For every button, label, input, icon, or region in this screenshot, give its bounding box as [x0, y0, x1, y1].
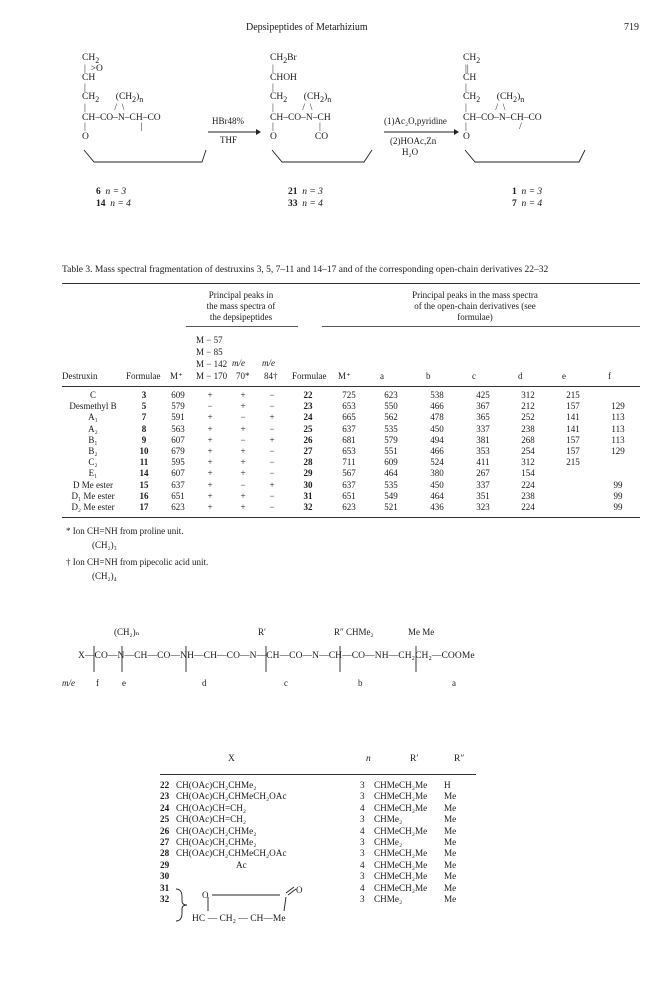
middle-compound-labels: 21 n = 3 33 n = 4 — [288, 187, 323, 209]
reagent-step1-bottom: THF — [220, 135, 238, 145]
cell-f: 99 — [613, 479, 623, 490]
cell-formula: 10 — [139, 446, 149, 457]
cell-a: 535 — [384, 423, 398, 434]
table-row — [62, 468, 640, 479]
cell-c: 411 — [476, 457, 490, 468]
cell-e — [550, 480, 596, 491]
cell-mplus2: 637 — [342, 423, 356, 434]
cell-ion70: + — [240, 423, 246, 434]
fragmentation-scheme — [62, 627, 638, 704]
label-r-double-prime: R″ CHMe₂ — [334, 627, 374, 637]
cell-ion70: + — [240, 502, 246, 513]
cell-destruxin: B₂ — [88, 446, 98, 457]
table-row — [62, 401, 640, 412]
cell-ion84: − — [269, 390, 275, 400]
cell-m170: + — [207, 423, 213, 434]
table-row — [160, 791, 476, 802]
t4-col-n: n — [366, 754, 371, 764]
lactone-x-group — [160, 882, 360, 933]
cell-ion84: + — [269, 434, 275, 445]
col-f: f — [608, 371, 611, 381]
cell-ion70: + — [240, 457, 246, 468]
cell-n: 3 — [360, 848, 365, 859]
fragment-c: c — [284, 678, 288, 688]
cell-destruxin: D Me ester — [73, 479, 113, 490]
cell-formula: 5 — [141, 401, 147, 412]
cell-destruxin: C₂ — [88, 457, 98, 468]
right-compound-labels: 1 n = 3 7 n = 4 — [512, 187, 543, 209]
cell-destruxin: A₂ — [88, 423, 98, 434]
cell-formula: 17 — [139, 502, 149, 513]
cell-e: 141 — [566, 412, 580, 423]
running-title: Depsipeptides of Metarhizium — [246, 22, 368, 33]
table3-group-right-rule — [322, 326, 640, 327]
reagent-step2-line1: (1)Ac₂O,pyridine — [384, 116, 447, 126]
cell-formula: 9 — [141, 434, 147, 445]
label-r-prime: R′ — [258, 627, 266, 637]
cell-number: 27 — [160, 837, 170, 848]
cell-c: 267 — [476, 468, 490, 479]
cell-mplus2: 567 — [342, 468, 356, 479]
cell-formula2: 23 — [303, 401, 313, 412]
cell-rdprime: H — [444, 780, 451, 790]
lactone-line: HC — CH₂ — CH—Me — [192, 914, 286, 924]
table3-group-left: Principal peaks in the mass spectra of the depsipeptides — [206, 290, 276, 322]
table3-body — [62, 390, 640, 513]
cell-a: 551 — [384, 446, 398, 457]
cell-number: 29 — [160, 859, 170, 870]
fragment-e: e — [122, 678, 126, 688]
cell-n: 3 — [360, 780, 365, 790]
cell-rdprime: Me — [444, 837, 457, 848]
table-row — [160, 814, 476, 825]
cell-ion84: − — [269, 401, 275, 412]
fragment-d: d — [202, 678, 207, 688]
col-formulae: Formulae — [126, 371, 161, 381]
reagent-step2-line3: H₂O — [402, 147, 419, 157]
fragment-a: a — [452, 678, 456, 688]
col-m-plus-2: M⁺ — [338, 371, 351, 381]
col-a: a — [380, 371, 384, 381]
reaction-arrow-2 — [382, 128, 460, 136]
cell-number: 30 — [160, 871, 170, 882]
cell-mplus2: 725 — [342, 390, 356, 400]
cell-rdprime: Me — [444, 894, 457, 905]
cell-destruxin: C — [89, 390, 96, 400]
cell-formula2: 30 — [303, 479, 313, 490]
cell-ion84: − — [269, 468, 275, 479]
cell-ion70: + — [240, 401, 246, 412]
cell-rprime: CHMeCH₂Me — [374, 802, 428, 813]
cell-x: CH(OAc)CH₂CHMeCH₂OAc — [176, 848, 287, 859]
cell-ion70: + — [240, 446, 246, 457]
cell-ion84: − — [269, 490, 275, 501]
table-row — [160, 780, 476, 791]
cell-f: 113 — [611, 423, 625, 434]
cell-number: 28 — [160, 848, 170, 859]
cell-d: 268 — [521, 434, 535, 445]
cell-mplus2: 711 — [342, 457, 356, 468]
cell-mplus: 609 — [171, 390, 185, 400]
cell-n: 4 — [360, 882, 365, 893]
cell-e: 141 — [566, 423, 580, 434]
table3-footnote-2: † Ion CH=NH from pipecolic acid unit. (CH₂)₄ — [66, 557, 209, 581]
col-84: 84† — [264, 371, 278, 381]
cell-number: 26 — [160, 825, 170, 836]
cell-x: Ac — [236, 859, 247, 870]
cell-b: 466 — [430, 401, 444, 412]
table3-footnote-1: * Ion CH=NH from proline unit. (CH₂)₃ — [66, 526, 184, 550]
cell-m170: + — [207, 502, 213, 513]
cell-rprime: CHMe₂ — [374, 814, 403, 825]
cell-c: 351 — [476, 490, 490, 501]
cell-b: 478 — [430, 412, 444, 423]
cell-mplus: 637 — [171, 479, 185, 490]
cell-n: 3 — [360, 791, 365, 802]
cell-rprime: CHMeCH₂Me — [374, 871, 428, 882]
label-me-me: Me Me — [408, 627, 435, 637]
middle-structure: $CH_2Br$ | CHOH | $CH_2$ $(CH_2)_n$ | / \ CH–CO–N–CH | | O CO — [270, 53, 332, 142]
cell-mplus2: 623 — [342, 502, 356, 513]
cell-formula2: 32 — [303, 502, 313, 513]
cell-f: 113 — [611, 434, 625, 445]
cell-ion84: + — [269, 412, 275, 423]
cell-destruxin: E₁ — [88, 468, 98, 479]
cell-destruxin: B₁ — [88, 434, 98, 445]
cell-m170: + — [207, 446, 213, 457]
cell-x: CH(OAc)CH=CH₂ — [176, 814, 247, 825]
cell-rdprime: Me — [444, 848, 457, 859]
cell-d: 254 — [521, 446, 535, 457]
cell-ion84: − — [269, 446, 275, 457]
cell-rdprime: Me — [444, 871, 457, 882]
me-label: m/e — [62, 678, 75, 688]
table3-header-rule — [62, 386, 640, 387]
cell-mplus: 623 — [171, 502, 185, 513]
cell-c: 323 — [476, 502, 490, 513]
table-row — [62, 435, 640, 446]
page-number: 719 — [624, 22, 639, 33]
left-structure: $CH_2$ | >O CH | $CH_2$ $(CH_2)_n$ | / \ CH–CO–N–CH–CO | | O — [82, 53, 161, 142]
cell-mplus: 679 — [171, 446, 185, 457]
cell-ion84: − — [269, 423, 275, 434]
cell-number: 22 — [160, 780, 170, 790]
fragment-b: b — [358, 678, 363, 688]
cell-f: 113 — [611, 412, 625, 423]
cell-c: 337 — [476, 423, 490, 434]
table-row — [62, 491, 640, 502]
t4-col-rprime: R′ — [410, 754, 419, 764]
cell-formula: 16 — [139, 490, 149, 501]
cell-c: 353 — [476, 446, 490, 457]
cell-f: 129 — [611, 446, 625, 457]
table4-header-rule — [160, 774, 476, 775]
cell-formula2: 25 — [303, 423, 313, 434]
col-e: e — [562, 371, 566, 381]
cell-a: 609 — [384, 457, 398, 468]
fragment-f: f — [96, 678, 99, 688]
cell-f — [596, 457, 640, 468]
cell-a: 549 — [384, 490, 398, 501]
cell-m170: + — [207, 412, 213, 423]
cell-destruxin: Desmethyl B — [69, 401, 117, 412]
cell-e — [550, 468, 596, 479]
cell-d: 238 — [521, 490, 535, 501]
cell-b: 494 — [430, 434, 444, 445]
cell-formula2: 22 — [303, 390, 313, 400]
cell-n: 3 — [360, 814, 365, 825]
cell-formula2: 24 — [303, 412, 313, 423]
cell-formula: 14 — [139, 468, 149, 479]
cell-n: 4 — [360, 859, 365, 870]
cell-x: CH(OAc)CH=CH₂ — [176, 802, 247, 813]
cell-a: 623 — [384, 390, 398, 400]
cell-ion70: + — [240, 390, 246, 400]
cell-formula2: 29 — [303, 468, 313, 479]
cell-formula2: 31 — [303, 490, 313, 501]
cell-rprime: CHMeCH₂Me — [374, 780, 428, 790]
table-row — [160, 837, 476, 848]
table-row — [160, 871, 476, 882]
cell-ion84: − — [269, 502, 275, 513]
right-structure: $CH_2$ || CH | $CH_2$ $(CH_2)_n$ | / \ CH–CO–N–CH–CO | / O — [463, 53, 542, 142]
table-row — [62, 424, 640, 435]
cell-d: 154 — [521, 468, 535, 479]
table3-group-left-rule — [186, 326, 298, 327]
cell-mplus: 563 — [171, 423, 185, 434]
cell-mplus: 607 — [171, 468, 185, 479]
cell-c: 381 — [476, 434, 490, 445]
cell-b: 436 — [430, 502, 444, 513]
cell-number: 31 — [160, 882, 170, 893]
cell-mplus2: 637 — [342, 479, 356, 490]
cell-rdprime: Me — [444, 882, 457, 893]
table3-me2: m/e — [262, 358, 275, 368]
cell-x — [176, 871, 360, 882]
cell-e — [550, 502, 596, 513]
table-row — [160, 848, 476, 859]
table-row — [62, 390, 640, 401]
col-b: b — [426, 371, 431, 381]
cell-f — [596, 390, 640, 401]
cell-a: 535 — [384, 479, 398, 490]
reaction-scheme — [60, 44, 620, 214]
cell-n: 3 — [360, 871, 365, 882]
cell-m170: + — [207, 457, 213, 468]
cell-b: 466 — [430, 446, 444, 457]
cell-mplus: 607 — [171, 434, 185, 445]
cell-formula2: 26 — [303, 434, 313, 445]
cell-x: CH(OAc)CH₂CHMe₂ — [176, 837, 257, 848]
cell-d: 252 — [521, 412, 535, 423]
cell-c: 367 — [476, 401, 490, 412]
cell-a: 550 — [384, 401, 398, 412]
cell-a: 579 — [384, 434, 398, 445]
cell-number: 23 — [160, 791, 170, 802]
cell-mplus: 591 — [171, 412, 185, 423]
col-d: d — [518, 371, 523, 381]
cell-b: 450 — [430, 479, 444, 490]
col-m-plus: M⁺ — [170, 371, 183, 381]
cell-formula: 15 — [139, 479, 149, 490]
cell-e: 215 — [566, 390, 580, 400]
table-row — [62, 457, 640, 468]
table3-subhead: M − 57 M − 85 M − 142 — [196, 335, 228, 369]
cell-mplus: 651 — [171, 490, 185, 501]
table-row — [62, 412, 640, 423]
cell-mplus: 595 — [171, 457, 185, 468]
cell-b: 450 — [430, 423, 444, 434]
cell-d: 224 — [521, 479, 535, 490]
cell-rprime: CHMeCH₂Me — [374, 859, 428, 870]
cell-n: 3 — [360, 894, 365, 905]
cell-ion70: + — [240, 490, 246, 501]
cell-m170: + — [207, 390, 213, 400]
table3-bottom-rule — [62, 517, 640, 518]
svg-text:O: O — [202, 890, 209, 900]
cell-formula: 11 — [139, 457, 149, 468]
cell-f: 99 — [613, 490, 623, 501]
cell-rdprime: Me — [444, 814, 457, 825]
table-row — [62, 502, 640, 513]
cell-mplus: 579 — [171, 401, 185, 412]
cell-e: 157 — [566, 401, 580, 412]
cell-destruxin: D₂ Me ester — [71, 502, 115, 513]
table3-top-rule — [62, 283, 640, 284]
right-ring-bond — [461, 148, 591, 168]
table-row — [160, 826, 476, 837]
col-formulae-2: Formulae — [292, 371, 327, 381]
cell-d: 238 — [521, 423, 535, 434]
cell-ion70: − — [240, 479, 246, 490]
cell-rdprime: Me — [444, 859, 457, 870]
cell-ion70: − — [240, 412, 246, 423]
cell-d: 224 — [521, 502, 535, 513]
cell-ion84: + — [269, 479, 275, 490]
table-row — [160, 860, 476, 871]
cell-ion70: + — [240, 468, 246, 479]
cell-rdprime: Me — [444, 791, 457, 802]
cell-b: 538 — [430, 390, 444, 400]
svg-text:O: O — [296, 885, 303, 895]
cell-e: 157 — [566, 446, 580, 457]
cell-e: 215 — [566, 457, 580, 468]
col-70: 70* — [236, 371, 250, 381]
cell-d: 212 — [521, 401, 535, 412]
cell-destruxin: D₁ Me ester — [71, 490, 115, 501]
cell-destruxin: A₁ — [88, 412, 98, 423]
main-chain: X—CO—N—CH—CO—NH—CH—CO—N—CH—CO—N—CH—CO—NH—CH₂CH₂—COOMe — [78, 651, 475, 661]
cell-formula2: 28 — [303, 457, 313, 468]
cell-rdprime: Me — [444, 825, 457, 836]
table3-caption: Table 3. Mass spectral fragmentation of destruxins 3, 5, 7–11 and 14–17 and of the corresponding open-chain derivatives 22–32 — [62, 265, 549, 275]
table-row — [62, 446, 640, 457]
cell-e — [550, 491, 596, 502]
cell-rprime: CHMeCH₂Me — [374, 791, 428, 802]
cell-m170: + — [207, 479, 213, 490]
table-row — [62, 480, 640, 491]
cell-d: 312 — [521, 457, 535, 468]
cell-rprime: CHMe₂ — [374, 894, 403, 905]
t4-col-x: X — [228, 754, 235, 764]
cell-f — [596, 468, 640, 479]
middle-ring-bond — [268, 148, 378, 168]
left-ring-bond — [80, 148, 210, 168]
cell-b: 464 — [430, 490, 444, 501]
cell-c: 425 — [476, 390, 490, 400]
brace-icon — [174, 887, 190, 923]
cell-a: 464 — [384, 468, 398, 479]
cell-rprime: CHMeCH₂Me — [374, 848, 428, 859]
col-m-170: M − 170 — [196, 371, 228, 381]
cell-m170: + — [207, 468, 213, 479]
table3-group-right: Principal peaks in the mass spectra of the open-chain derivatives (see formulae) — [412, 290, 538, 322]
reagent-step2-line2: (2)HOAc,Zn — [390, 136, 437, 146]
cell-m170: + — [207, 434, 213, 445]
cell-f: 99 — [613, 502, 623, 513]
lactone-ring — [194, 885, 324, 915]
cell-mplus2: 665 — [342, 412, 356, 423]
cell-formula: 3 — [141, 390, 147, 400]
cell-ion84: − — [269, 457, 275, 468]
col-destruxin: Destruxin — [62, 371, 98, 381]
cell-c: 365 — [476, 412, 490, 423]
cell-e: 157 — [566, 434, 580, 445]
cell-b: 524 — [430, 457, 444, 468]
cell-rprime: CHMeCH₂Me — [374, 825, 428, 836]
cell-m170: − — [207, 401, 213, 412]
col-c: c — [472, 371, 476, 381]
cell-formula2: 27 — [303, 446, 313, 457]
cell-rprime: CHMe₂ — [374, 837, 403, 848]
cell-number: 32 — [160, 894, 170, 905]
fragment-labels — [62, 678, 542, 692]
cell-d: 312 — [521, 390, 535, 400]
cell-ion70: − — [240, 434, 246, 445]
cell-b: 380 — [430, 468, 444, 479]
table3-me1: m/e — [232, 358, 245, 368]
cell-mplus2: 681 — [342, 434, 356, 445]
cell-x: CH(OAc)CH₂CHMeCH₂OAc — [176, 791, 287, 802]
cell-c: 337 — [476, 479, 490, 490]
cell-f: 129 — [611, 401, 625, 412]
cell-mplus2: 651 — [342, 490, 356, 501]
cell-n: 3 — [360, 837, 365, 848]
left-compound-labels: 6 n = 3 14 n = 4 — [96, 187, 131, 209]
cell-formula: 8 — [141, 423, 147, 434]
cell-formula: 7 — [141, 412, 147, 423]
cell-number: 24 — [160, 802, 170, 813]
table-row — [160, 803, 476, 814]
cell-rprime: CHMeCH₂Me — [374, 882, 428, 893]
label-ch2n: (CH₂)ₙ — [114, 627, 140, 637]
cell-n: 4 — [360, 825, 365, 836]
cell-number: 25 — [160, 814, 170, 825]
cell-mplus2: 653 — [342, 446, 356, 457]
cell-a: 521 — [384, 502, 398, 513]
cell-rdprime: Me — [444, 802, 457, 813]
cell-mplus2: 653 — [342, 401, 356, 412]
cell-m170: + — [207, 490, 213, 501]
reagent-step1-top: HBr48% — [212, 116, 244, 126]
cell-n: 4 — [360, 802, 365, 813]
cell-a: 562 — [384, 412, 398, 423]
t4-col-rdprime: R″ — [454, 754, 465, 764]
cell-x: CH(OAc)CH₂CHMe₂ — [176, 780, 257, 790]
cell-x: CH(OAc)CH₂CHMe₂ — [176, 825, 257, 836]
